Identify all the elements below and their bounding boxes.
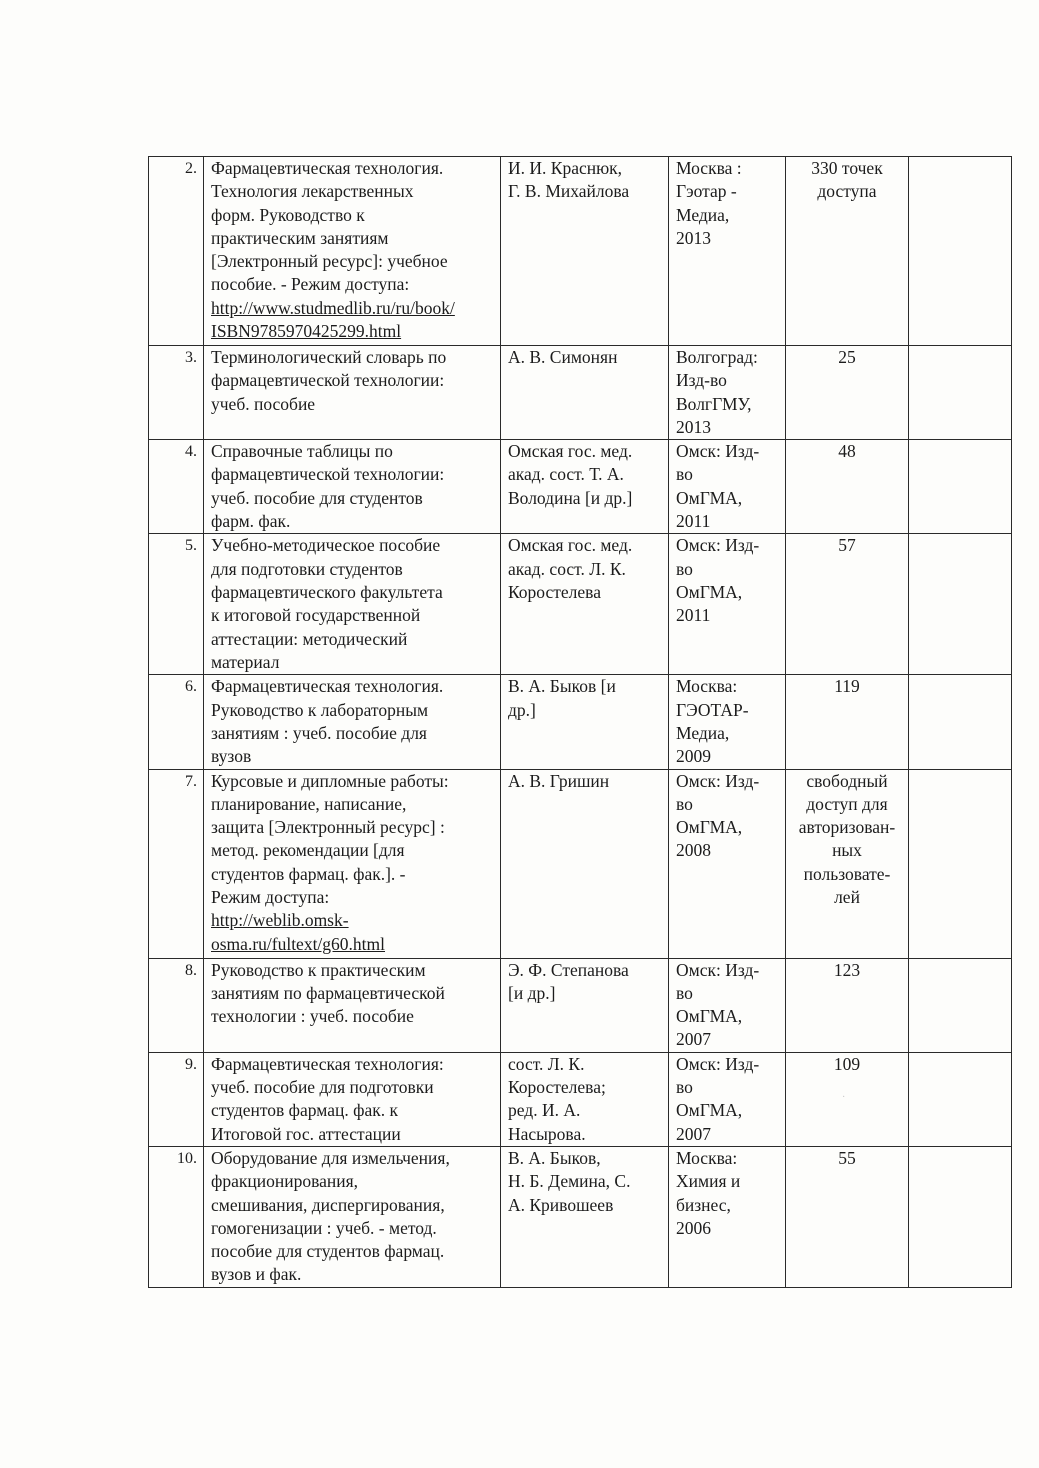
title-line: аттестации: методический [211,628,408,649]
copies-line: авторизован- [798,817,896,838]
copies-line: доступ для [806,793,888,814]
title-line: студентов фармац. фак.]. - [211,863,406,884]
authors-line: В. А. Быков, [508,1147,601,1168]
title-line: защита [Электронный ресурс] : [211,817,445,838]
title-cell [204,346,501,440]
title-cell [204,440,501,534]
row-number-cell [149,157,204,346]
empty-cell [909,958,1012,1052]
publisher-line: Волгоград: [676,347,758,367]
authors-line: А. Кривошеев [508,1194,614,1215]
copies-line: пользовате- [803,863,891,884]
row-number-cell [149,675,204,769]
copies-line: 119 [834,676,860,697]
table-row [149,1146,1012,1287]
copies-cell [786,157,909,346]
publisher-line: Омск: Изд- [676,535,760,556]
authors-cell [501,769,669,958]
row-number: 9. [185,1055,197,1073]
title-cell [204,157,501,346]
publisher-cell [669,346,786,440]
title-line: фармацевтического факультета [211,581,443,602]
row-number-cell [149,346,204,440]
authors-line: Г. В. Михайлова [508,181,630,202]
title-line: Руководство к лабораторным [211,699,429,720]
url-link-text[interactable]: http://weblib.omsk- [211,910,349,931]
authors-line: А. В. Гришин [508,770,610,791]
literature-table [148,156,1012,1288]
publisher-line: Химия и [676,1171,741,1192]
publisher-line: 2011 [676,511,711,532]
empty-cell [909,440,1012,534]
copies-cell [786,675,909,769]
authors-cell [501,1052,669,1146]
table-row [149,1052,1012,1146]
empty-cell [909,1146,1012,1287]
row-number-cell [149,769,204,958]
copies-line: ных [832,840,862,861]
authors-line: акад. сост. Л. К. [508,558,626,579]
publisher-line: Москва: [676,1147,738,1168]
title-line: фармацевтической технологии: [211,464,445,485]
copies-cell [786,534,909,675]
publisher-cell [669,675,786,769]
empty-cell [909,1052,1012,1146]
authors-cell [501,157,669,346]
title-line: занятиям : учеб. пособие для [211,722,427,743]
publisher-line: Изд-во [676,370,727,391]
publisher-line: ВолгГМУ, [676,393,752,414]
authors-line: акад. сост. Т. А. [508,464,624,485]
title-line: занятиям по фармацевтической [211,982,445,1003]
empty-cell [909,346,1012,440]
row-number: 7. [185,772,197,790]
publisher-cell [669,157,786,346]
row-number-cell [149,1146,204,1287]
title-line: пособие для студентов фармац. [211,1241,445,1262]
publisher-line: Москва : [676,158,742,178]
table-row [149,534,1012,675]
publisher-line: Омск: Изд- [676,770,760,791]
publisher-line: 2007 [676,1123,711,1144]
authors-line: Э. Ф. Степанова [508,959,629,980]
row-number: 4. [185,443,197,461]
empty-cell [909,769,1012,958]
publisher-line: ГЭОТАР- [676,699,749,720]
row-number-cell [149,958,204,1052]
authors-line: ред. И. А. [508,1100,581,1121]
publisher-line: бизнес, [676,1194,731,1215]
copies-line: свободный [806,770,888,791]
title-line: Справочные таблицы по [211,441,393,462]
publisher-line: Медиа, [676,722,730,743]
table-row [149,157,1012,346]
title-line: студентов фармац. фак. к [211,1100,398,1121]
literature-table-body [149,157,1012,1288]
publisher-line: ОмГМА, [676,1006,743,1027]
title-line: учеб. пособие для подготовки [211,1077,434,1098]
row-number: 5. [185,537,197,555]
copies-cell [786,1052,909,1146]
title-line: Итоговой гос. аттестации [211,1123,401,1144]
title-line: планирование, написание, [211,793,407,814]
publisher-cell [669,769,786,958]
title-line: учеб. пособие [211,393,316,414]
row-number-cell [149,1052,204,1146]
title-cell [204,534,501,675]
publisher-line: во [676,558,693,579]
table-row [149,769,1012,958]
publisher-line: во [676,982,693,1003]
publisher-line: 2009 [676,746,711,767]
title-line: учеб. пособие для студентов [211,487,423,508]
table-row [149,440,1012,534]
title-line: метод. рекомендации [для [211,840,405,861]
publisher-line: ОмГМА, [676,487,743,508]
table-row [149,346,1012,440]
publisher-line: Гэотар - [676,181,737,202]
title-line: Оборудование для измельчения, [211,1147,450,1168]
publisher-line: 2013 [676,227,711,248]
publisher-line: 2007 [676,1029,711,1050]
publisher-line: 2013 [676,416,711,437]
authors-line: Н. Б. Демина, С. [508,1171,631,1192]
authors-cell [501,675,669,769]
authors-cell [501,346,669,440]
title-line: материал [211,651,280,672]
title-line: вузов [211,746,252,767]
authors-line: Коростелева; [508,1077,606,1098]
title-line: Фармацевтическая технология. [211,158,444,178]
authors-line: др.] [508,699,536,720]
title-line: гомогенизации : учеб. - метод. [211,1217,437,1238]
url-link-text[interactable]: ISBN9785970425299.html [211,321,402,342]
authors-line: Володина [и др.] [508,487,633,508]
title-line: смешивания, диспергирования, [211,1194,445,1215]
copies-cell [786,769,909,958]
row-number: 6. [185,678,197,696]
title-line: фармацевтической технологии: [211,370,445,391]
title-line: Учебно-методическое пособие [211,535,441,556]
authors-line: А. В. Симонян [508,347,618,367]
publisher-line: 2011 [676,605,711,626]
authors-line: Омская гос. мед. [508,441,633,462]
title-line: [Электронный ресурс]: учебное [211,251,448,272]
title-line: пособие. - Режим доступа: [211,274,410,295]
row-number: 2. [185,160,197,177]
title-line: Фармацевтическая технология. [211,676,444,697]
table-row [149,675,1012,769]
title-line: вузов и фак. [211,1264,302,1285]
publisher-line: ОмГМА, [676,817,743,838]
title-line: Руководство к практическим [211,959,426,980]
publisher-cell [669,1052,786,1146]
authors-cell [501,958,669,1052]
title-line: Фармацевтическая технология: [211,1053,444,1074]
publisher-cell [669,534,786,675]
row-number: 8. [185,961,197,979]
publisher-line: во [676,464,693,485]
scan-speck: · [842,1092,846,1103]
publisher-line: Омск: Изд- [676,441,760,462]
title-cell [204,958,501,1052]
copies-line: 25 [838,347,856,367]
publisher-cell [669,1146,786,1287]
title-line: фракционирования, [211,1171,359,1192]
copies-line: 57 [838,535,856,556]
publisher-line: ОмГМА, [676,581,743,602]
row-number-cell [149,534,204,675]
title-cell [204,1052,501,1146]
copies-line: 55 [838,1147,856,1168]
authors-line: В. А. Быков [и [508,676,616,697]
title-line: практическим занятиям [211,227,389,248]
title-line: Курсовые и дипломные работы: [211,770,449,791]
publisher-line: 2006 [676,1217,711,1238]
title-line: фарм. фак. [211,511,291,532]
copies-cell [786,346,909,440]
copies-line: 330 точек [811,158,883,178]
row-number: 10. [177,1149,197,1167]
publisher-line: Москва: [676,676,738,697]
publisher-cell [669,440,786,534]
publisher-line: Омск: Изд- [676,959,760,980]
publisher-line: 2008 [676,840,711,861]
url-link-text[interactable]: http://www.studmedlib.ru/ru/book/ [211,297,455,318]
publisher-line: во [676,793,693,814]
empty-cell [909,157,1012,346]
title-cell [204,1146,501,1287]
copies-cell [786,1146,909,1287]
publisher-line: Медиа, [676,204,730,225]
authors-line: Омская гос. мед. [508,535,633,556]
empty-cell [909,534,1012,675]
authors-cell [501,534,669,675]
table-row [149,958,1012,1052]
authors-line: Насырова. [508,1123,586,1144]
copies-line: 48 [838,441,856,462]
copies-cell [786,440,909,534]
title-line: Режим доступа: [211,887,330,908]
row-number-cell [149,440,204,534]
title-line: для подготовки студентов [211,558,403,579]
title-cell [204,675,501,769]
copies-line: доступа [817,181,877,202]
empty-cell [909,675,1012,769]
authors-line: Коростелева [508,581,601,602]
authors-line: И. И. Краснюк, [508,158,623,178]
title-line: технологии : учеб. пособие [211,1006,414,1027]
authors-line: сост. Л. К. [508,1053,585,1074]
publisher-line: Омск: Изд- [676,1053,760,1074]
title-line: форм. Руководство к [211,204,365,225]
title-line: к итоговой государственной [211,605,421,626]
title-line: Терминологический словарь по [211,347,447,367]
publisher-line: во [676,1077,693,1098]
copies-line: 123 [833,959,861,980]
copies-cell [786,958,909,1052]
title-line: Технология лекарственных [211,181,414,202]
copies-line: лей [834,887,860,908]
authors-line: [и др.] [508,982,556,1003]
url-link-text[interactable]: osma.ru/fultext/g60.html [211,933,386,954]
title-cell [204,769,501,958]
row-number: 3. [185,349,197,366]
publisher-cell [669,958,786,1052]
authors-cell [501,440,669,534]
publisher-line: ОмГМА, [676,1100,743,1121]
copies-line: 109 [833,1053,861,1074]
authors-cell [501,1146,669,1287]
